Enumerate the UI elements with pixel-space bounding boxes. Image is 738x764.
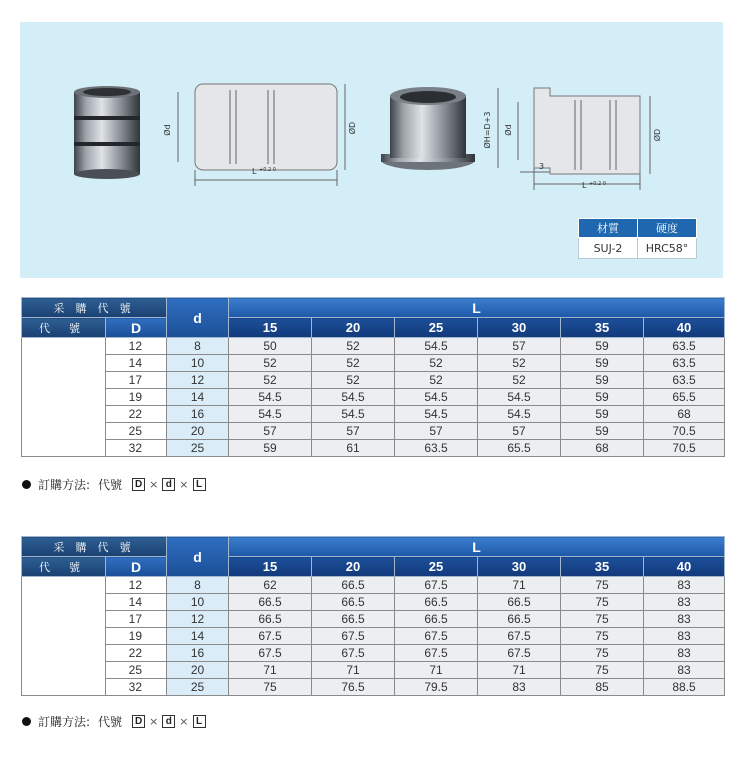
price-cell: 57 (312, 423, 395, 440)
price-table-2 (21, 536, 725, 696)
price-cell: 85 (561, 679, 644, 696)
order-method-label: 訂購方法: (38, 478, 91, 492)
L-header-15: 15 (229, 318, 312, 338)
price-cell: 52 (478, 372, 561, 389)
price-cell: 71 (478, 662, 561, 679)
order-method-label: 訂購方法: (38, 715, 91, 729)
L-tolerance-label: +0.2 0 (259, 167, 276, 173)
L-group-header: L (229, 298, 725, 318)
d-cell: 14 (167, 389, 229, 406)
price-cell: 65.5 (478, 440, 561, 457)
price-cell: 59 (561, 372, 644, 389)
table-row (22, 662, 725, 679)
price-cell: 54.5 (395, 389, 478, 406)
order-box-L: L (193, 715, 206, 728)
price-cell: 67.5 (229, 645, 312, 662)
price-cell: 79.5 (395, 679, 478, 696)
code-header: 代 號 (22, 318, 106, 338)
price-cell: 67.5 (312, 628, 395, 645)
D-column-header: D (106, 557, 167, 577)
code-cell (22, 577, 106, 696)
price-cell: 66.5 (312, 611, 395, 628)
price-cell: 57 (229, 423, 312, 440)
price-table-1 (21, 297, 725, 457)
D-cell: 17 (106, 372, 167, 389)
table-row (22, 372, 725, 389)
table-row (22, 611, 725, 628)
D-cell: 32 (106, 440, 167, 457)
price-cell: 67.5 (395, 577, 478, 594)
price-cell: 52 (312, 338, 395, 355)
d-cell: 12 (167, 372, 229, 389)
price-cell: 83 (644, 611, 725, 628)
price-cell: 57 (478, 338, 561, 355)
price-cell: 63.5 (644, 355, 725, 372)
price-cell: 76.5 (312, 679, 395, 696)
price-cell: 54.5 (478, 389, 561, 406)
L-group-header: L (229, 537, 725, 557)
straight-bushing-photo (74, 86, 140, 179)
price-cell: 83 (478, 679, 561, 696)
price-cell: 59 (561, 406, 644, 423)
price-cell: 71 (478, 577, 561, 594)
price-cell: 54.5 (229, 389, 312, 406)
L-header-35: 35 (561, 318, 644, 338)
bullet-icon (22, 480, 31, 489)
order-box-d: d (162, 478, 175, 491)
price-cell: 67.5 (478, 628, 561, 645)
d-dimension-label: Ød (163, 124, 172, 136)
d-cell: 12 (167, 611, 229, 628)
table-row (22, 594, 725, 611)
H-dimension-label: ØH=D+3 (483, 111, 492, 149)
purchase-code-header: 采 購 代 號 (22, 537, 167, 557)
price-cell: 52 (478, 355, 561, 372)
table-row (22, 338, 725, 355)
d-cell: 14 (167, 628, 229, 645)
table-row (22, 577, 725, 594)
table-row (22, 645, 725, 662)
bullet-icon (22, 717, 31, 726)
price-cell: 52 (312, 355, 395, 372)
price-cell: 83 (644, 577, 725, 594)
order-box-L: L (193, 478, 206, 491)
price-cell: 66.5 (478, 611, 561, 628)
L-header-20: 20 (312, 557, 395, 577)
D-cell: 22 (106, 406, 167, 423)
price-cell: 75 (229, 679, 312, 696)
L-header-25: 25 (395, 318, 478, 338)
price-cell: 83 (644, 645, 725, 662)
D-cell: 17 (106, 611, 167, 628)
L-header-40: 40 (644, 557, 725, 577)
price-cell: 71 (229, 662, 312, 679)
D-cell: 12 (106, 338, 167, 355)
order-method-2 (22, 713, 206, 730)
D-cell: 12 (106, 577, 167, 594)
d2-dimension-label: Ød (504, 124, 513, 136)
D-cell: 14 (106, 355, 167, 372)
price-cell: 61 (312, 440, 395, 457)
product-illustration-panel (20, 22, 723, 278)
d-cell: 25 (167, 679, 229, 696)
L2-tolerance-label: +0.2 0 (589, 181, 606, 187)
price-cell: 67.5 (229, 628, 312, 645)
price-cell: 52 (229, 372, 312, 389)
price-cell: 50 (229, 338, 312, 355)
price-cell: 52 (312, 372, 395, 389)
price-cell: 75 (561, 628, 644, 645)
d-cell: 10 (167, 594, 229, 611)
price-cell: 54.5 (478, 406, 561, 423)
D-cell: 25 (106, 423, 167, 440)
price-cell: 67.5 (478, 645, 561, 662)
price-cell: 62 (229, 577, 312, 594)
price-cell: 52 (395, 372, 478, 389)
L-header-20: 20 (312, 318, 395, 338)
price-cell: 52 (229, 355, 312, 372)
price-cell: 88.5 (644, 679, 725, 696)
price-cell: 67.5 (395, 645, 478, 662)
price-cell: 54.5 (395, 338, 478, 355)
material-value: SUJ-2 (579, 238, 638, 259)
price-cell: 54.5 (312, 406, 395, 423)
price-cell: 68 (644, 406, 725, 423)
order-code-label: 代號 (98, 715, 123, 729)
material-header: 材質 (579, 219, 638, 238)
table-row (22, 679, 725, 696)
price-cell: 66.5 (395, 594, 478, 611)
price-cell: 71 (312, 662, 395, 679)
L-header-25: 25 (395, 557, 478, 577)
price-cell: 57 (478, 423, 561, 440)
order-box-D: D (132, 478, 145, 491)
price-cell: 66.5 (312, 577, 395, 594)
L-header-15: 15 (229, 557, 312, 577)
d-cell: 10 (167, 355, 229, 372)
price-cell: 75 (561, 577, 644, 594)
d-cell: 8 (167, 338, 229, 355)
L-dimension-label: L (252, 167, 257, 176)
D-cell: 14 (106, 594, 167, 611)
price-cell: 65.5 (644, 389, 725, 406)
D2-dimension-label: ØD (653, 128, 662, 142)
table-row (22, 440, 725, 457)
table-row (22, 628, 725, 645)
L2-dimension-label: L (582, 181, 587, 190)
order-box-D: D (132, 715, 145, 728)
purchase-code-header: 采 購 代 號 (22, 298, 167, 318)
table-row (22, 406, 725, 423)
price-cell: 68 (561, 440, 644, 457)
L-header-40: 40 (644, 318, 725, 338)
price-cell: 59 (561, 355, 644, 372)
table-row (22, 355, 725, 372)
D-cell: 32 (106, 679, 167, 696)
hardness-value: HRC58° (638, 238, 697, 259)
hardness-header: 硬度 (638, 219, 697, 238)
code-cell (22, 338, 106, 457)
d-column-header: d (167, 298, 229, 338)
price-cell: 59 (561, 338, 644, 355)
price-cell: 75 (561, 594, 644, 611)
L-header-30: 30 (478, 318, 561, 338)
D-cell: 25 (106, 662, 167, 679)
times-sign: × (179, 715, 189, 728)
price-cell: 54.5 (395, 406, 478, 423)
flanged-bushing-photo (381, 87, 475, 170)
flanged-bushing-drawing (498, 88, 650, 190)
price-cell: 52 (395, 355, 478, 372)
L-header-30: 30 (478, 557, 561, 577)
price-cell: 75 (561, 662, 644, 679)
price-cell: 75 (561, 611, 644, 628)
price-cell: 71 (395, 662, 478, 679)
price-cell: 66.5 (312, 594, 395, 611)
price-cell: 83 (644, 662, 725, 679)
price-cell: 66.5 (229, 594, 312, 611)
price-cell: 83 (644, 628, 725, 645)
order-code-label: 代號 (98, 478, 123, 492)
order-box-d: d (162, 715, 175, 728)
price-cell: 57 (395, 423, 478, 440)
material-spec-table (578, 218, 697, 259)
table-row (22, 423, 725, 440)
price-cell: 75 (561, 645, 644, 662)
price-cell: 63.5 (644, 338, 725, 355)
D-cell: 22 (106, 645, 167, 662)
price-cell: 59 (229, 440, 312, 457)
price-cell: 70.5 (644, 440, 725, 457)
D-dimension-label: ØD (348, 121, 357, 135)
d-cell: 25 (167, 440, 229, 457)
table-row (22, 389, 725, 406)
flange-width-label: 3 (539, 162, 545, 171)
price-cell: 59 (561, 423, 644, 440)
d-cell: 8 (167, 577, 229, 594)
price-cell: 70.5 (644, 423, 725, 440)
d-cell: 16 (167, 406, 229, 423)
price-cell: 66.5 (229, 611, 312, 628)
price-cell: 66.5 (478, 594, 561, 611)
price-cell: 63.5 (644, 372, 725, 389)
code-header: 代 號 (22, 557, 106, 577)
price-cell: 67.5 (312, 645, 395, 662)
price-cell: 54.5 (312, 389, 395, 406)
D-cell: 19 (106, 389, 167, 406)
price-cell: 83 (644, 594, 725, 611)
price-cell: 59 (561, 389, 644, 406)
d-cell: 16 (167, 645, 229, 662)
d-cell: 20 (167, 423, 229, 440)
price-cell: 67.5 (395, 628, 478, 645)
times-sign: × (149, 715, 159, 728)
order-method-1 (22, 476, 206, 493)
price-cell: 63.5 (395, 440, 478, 457)
d-column-header: d (167, 537, 229, 577)
times-sign: × (179, 478, 189, 491)
L-header-35: 35 (561, 557, 644, 577)
price-cell: 54.5 (229, 406, 312, 423)
price-cell: 66.5 (395, 611, 478, 628)
D-cell: 19 (106, 628, 167, 645)
times-sign: × (149, 478, 159, 491)
d-cell: 20 (167, 662, 229, 679)
D-column-header: D (106, 318, 167, 338)
